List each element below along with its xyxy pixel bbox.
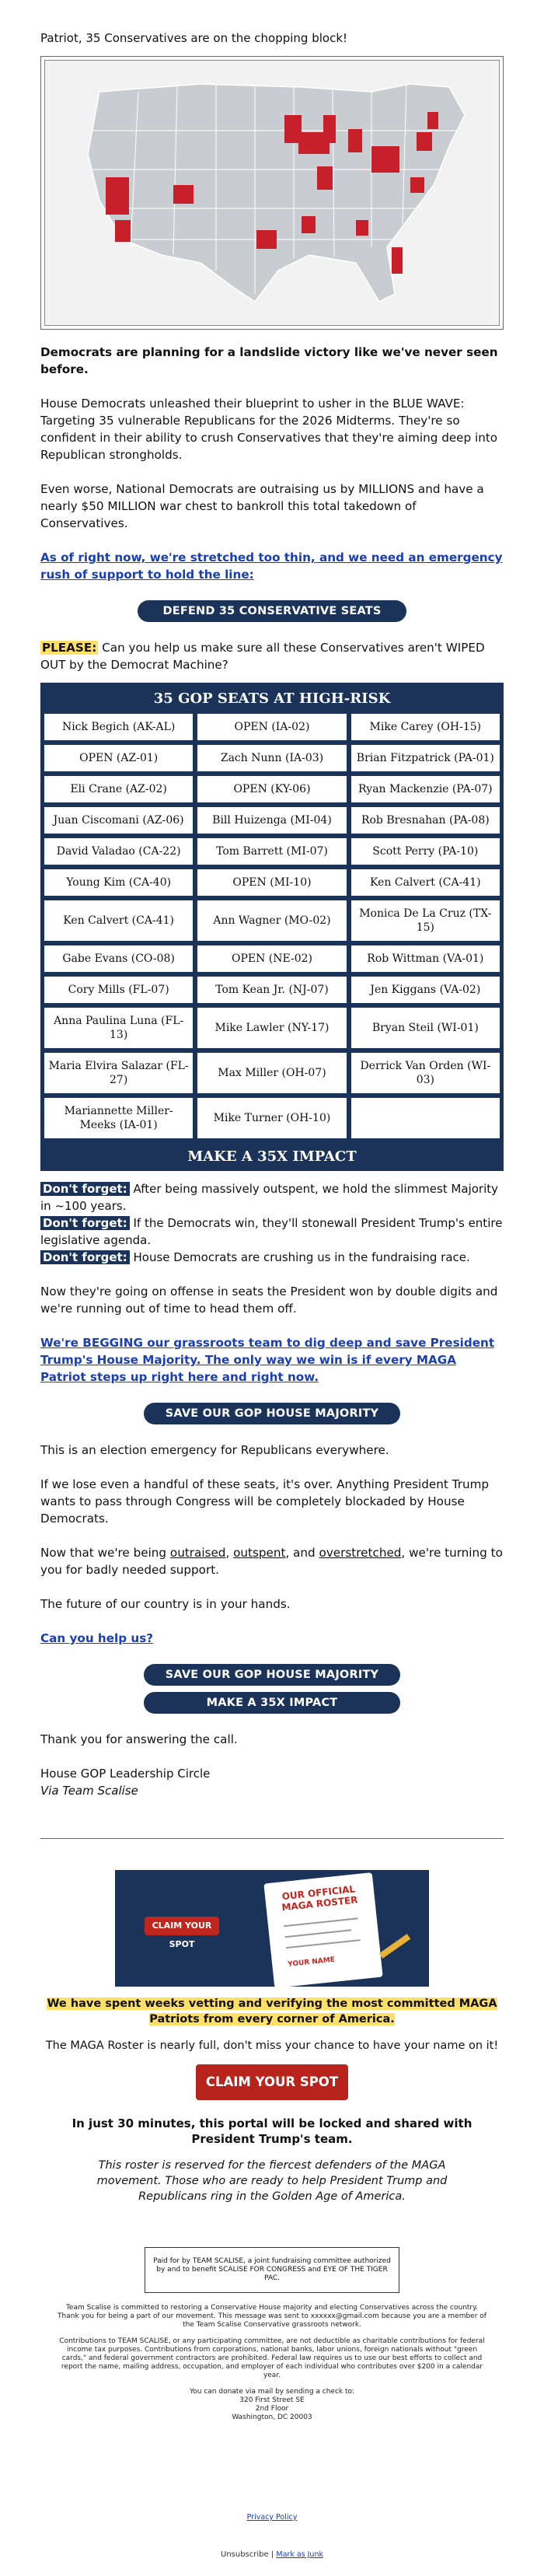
promo-reserved: This roster is reserved for the fiercest defenders of the MAGA movement. Those who are ready to help President Trump and Republicans ring in the Golden Age of America. <box>96 2159 448 2203</box>
seats-row <box>44 869 500 897</box>
forget-text-fundraising: House Democrats are crushing us in the fundraising race. <box>129 1250 470 1264</box>
seat-cell: Mike Carey (OH-15) <box>350 713 500 741</box>
seat-cell: Tom Barrett (MI-07) <box>197 837 347 865</box>
forget-item <box>40 1180 504 1215</box>
please-text: Can you help us make sure all these Conservatives aren't WIPED OUT by the Democrat Machine? <box>40 641 485 672</box>
begging-link[interactable]: We're BEGGING our grassroots team to dig deep and save President Trump's House Majority. The only way we win is if every MAGA Patriot steps up right here and right now. <box>40 1336 495 1384</box>
roster-line <box>286 1939 361 1949</box>
seat-cell: Max Miller (OH-07) <box>197 1052 347 1094</box>
signature-org: House GOP Leadership Circle <box>40 1767 211 1781</box>
seat-cell: Ann Wagner (MO-02) <box>197 900 347 942</box>
seat-cell: OPEN (NE-02) <box>197 945 347 973</box>
seats-row <box>44 775 500 803</box>
section-divider <box>40 1838 504 1839</box>
seats-row <box>44 744 500 772</box>
roster-card <box>263 1872 382 1987</box>
paragraph-future: The future of our country is in your hands. <box>40 1597 291 1611</box>
please-label: PLEASE: <box>42 641 97 655</box>
emergency-rush-link[interactable]: As of right now, we're stretched too thin, and we need an emergency rush of support to hold the line: <box>40 551 503 582</box>
word-outspent: outspent <box>233 1546 286 1560</box>
promo-vetting: We have spent weeks vetting and verifying the most committed MAGA Patriots from every corner of America. <box>47 1998 497 2025</box>
seat-cell: OPEN (MI-10) <box>197 869 347 897</box>
maga-roster-banner[interactable] <box>115 1870 429 1987</box>
pen-icon <box>371 1924 418 1971</box>
seat-cell: OPEN (KY-06) <box>197 775 347 803</box>
seat-cell: Zach Nunn (IA-03) <box>197 744 347 772</box>
seat-cell: OPEN (IA-02) <box>197 713 347 741</box>
forget-text-majority: After being massively outspent, we hold the slimmest Majority in ~100 years. <box>40 1182 499 1213</box>
save-majority-button[interactable]: SAVE OUR GOP HOUSE MAJORITY <box>144 1403 400 1424</box>
forget-label: Don't forget: <box>40 1182 130 1196</box>
unsubscribe-link[interactable]: Unsubscribe <box>221 2550 269 2559</box>
seats-row <box>44 1007 500 1049</box>
seat-cell: Bill Huizenga (MI-04) <box>197 806 347 834</box>
promo-section <box>40 1870 504 2559</box>
seat-cell: Tom Kean Jr. (NJ-07) <box>197 976 347 1004</box>
separator: | <box>268 2550 277 2559</box>
seat-cell: Ryan Mackenzie (PA-07) <box>350 775 500 803</box>
forget-item <box>40 1215 504 1249</box>
seats-row <box>44 900 500 942</box>
seat-cell: Jen Kiggans (VA-02) <box>350 976 500 1004</box>
banner-claim-button[interactable]: CLAIM YOUR SPOT <box>145 1917 219 1935</box>
claim-spot-button[interactable]: CLAIM YOUR SPOT <box>196 2064 348 2100</box>
save-majority-button-2[interactable]: SAVE OUR GOP HOUSE MAJORITY <box>144 1664 400 1686</box>
paragraph-lose-seats: If we lose even a handful of these seats, it's over. Anything President Trump wants to pass through Congress will be completely blockaded by House Democrats. <box>40 1477 490 1526</box>
mark-junk-link[interactable]: Mark as Junk <box>276 2550 323 2559</box>
promo-nearly-full: The MAGA Roster is nearly full, don't miss your chance to have your name on it! <box>45 2039 499 2052</box>
defend-seats-button[interactable]: DEFEND 35 CONSERVATIVE SEATS <box>138 600 406 622</box>
forget-label: Don't forget: <box>40 1216 130 1230</box>
outraised-suffix: , we're turning to you for badly needed support. <box>40 1546 503 1577</box>
word-outraised: outraised <box>169 1546 226 1560</box>
seats-table-title: 35 GOP SEATS AT HIGH-RISK <box>153 690 391 707</box>
us-map-image[interactable] <box>44 60 500 326</box>
make-impact-button[interactable]: MAKE A 35X IMPACT <box>144 1692 400 1714</box>
seat-cell: Derrick Van Orden (WI-03) <box>350 1052 500 1094</box>
fine-print-commitment: Team Scalise is committed to restoring a Conservative House majority and electing Conservatives across the country. Thank you for being a part of our movement. This message was sent to xxxxxx@gmail.com because you are a member of the Team Scalise Conservative grassroots network. <box>58 2304 486 2329</box>
forget-item <box>40 1249 504 1266</box>
seat-cell: Juan Ciscomani (AZ-06) <box>44 806 194 834</box>
word-overstretched: overstretched <box>319 1546 402 1560</box>
us-map-icon <box>45 61 494 323</box>
seat-cell: Scott Perry (PA-10) <box>350 837 500 865</box>
unsubscribe-row <box>40 2550 504 2559</box>
seat-cell: Ken Calvert (CA-41) <box>44 900 194 942</box>
outraised-prefix: Now that we're being <box>40 1546 170 1560</box>
paragraph-outraised <box>40 1544 504 1578</box>
seat-cell: Ken Calvert (CA-41) <box>350 869 500 897</box>
seat-cell: Rob Wittman (VA-01) <box>350 945 500 973</box>
roster-line <box>284 1917 358 1927</box>
mail-address-line: 320 First Street SE <box>239 2396 305 2404</box>
map-frame[interactable] <box>40 56 504 330</box>
mail-address-line: 2nd Floor <box>255 2405 289 2413</box>
comma-and: , and <box>285 1546 319 1560</box>
thank-you: Thank you for answering the call. <box>40 1732 238 1746</box>
seat-cell: Eli Crane (AZ-02) <box>44 775 194 803</box>
please-paragraph <box>40 639 504 673</box>
mail-address-line: Washington, DC 20003 <box>232 2413 312 2421</box>
comma-1: , <box>225 1546 234 1560</box>
seat-cell: Rob Bresnahan (PA-08) <box>350 806 500 834</box>
help-us-link[interactable]: Can you help us? <box>40 1631 154 1645</box>
seats-row <box>44 1052 500 1094</box>
seat-cell <box>350 1097 500 1139</box>
seat-cell: Monica De La Cruz (TX-15) <box>350 900 500 942</box>
roster-card-title: OUR OFFICIAL MAGA ROSTER <box>281 1883 358 1914</box>
seat-cell: Mike Turner (OH-10) <box>197 1097 347 1139</box>
seat-cell: Bryan Steil (WI-01) <box>350 1007 500 1049</box>
roster-line <box>285 1929 352 1938</box>
seat-cell: Young Kim (CA-40) <box>44 869 194 897</box>
impact-bar[interactable]: MAKE A 35X IMPACT <box>40 1142 504 1171</box>
roster-name-label: YOUR NAME <box>287 1956 336 1969</box>
seats-table <box>40 683 504 1142</box>
seat-cell: Maria Elvira Salazar (FL-27) <box>44 1052 194 1094</box>
paragraph-war-chest: Even worse, National Democrats are outraising us by MILLIONS and have a nearly $50 MILLION war chest to bankroll this total takedown of Conservatives. <box>40 482 484 530</box>
mail-intro: You can donate via mail by sending a check to: <box>189 2388 355 2396</box>
greeting: Patriot, 35 Conservatives are on the chopping block! <box>40 31 348 45</box>
forget-text-agenda: If the Democrats win, they'll stonewall President Trump's entire legislative agenda. <box>40 1216 503 1247</box>
signature-via: Via Team Scalise <box>40 1784 138 1798</box>
seat-cell: Gabe Evans (CO-08) <box>44 945 194 973</box>
seat-cell: Cory Mills (FL-07) <box>44 976 194 1004</box>
forget-label: Don't forget: <box>40 1250 130 1264</box>
seat-cell: Nick Begich (AK-AL) <box>44 713 194 741</box>
seat-cell: Mike Lawler (NY-17) <box>197 1007 347 1049</box>
seat-cell: Mariannette Miller-Meeks (IA-01) <box>44 1097 194 1139</box>
promo-30-minutes: In just 30 minutes, this portal will be locked and shared with President Trump's team. <box>71 2116 473 2146</box>
email-body <box>40 0 504 1839</box>
seats-row <box>44 713 500 741</box>
privacy-policy-link[interactable]: Privacy Policy <box>246 2513 298 2522</box>
headline: Democrats are planning for a landslide victory like we've never seen before. <box>40 345 498 376</box>
seat-cell: OPEN (AZ-01) <box>44 744 194 772</box>
seats-row <box>44 837 500 865</box>
fine-print-contributions: Contributions to TEAM SCALISE, or any participating committee, are not deductible as charitable contributions for federal income tax purposes. Contributions from corporations, national banks, labor unions, foreign nationals without "green cards," and federal government contractors are prohibited. Federal law requires us to use our best efforts to collect and report the name, mailing address, occupation, and employer of each individual who contributes over $200 in a calendar year. <box>59 2337 485 2379</box>
paragraph-emergency: This is an election emergency for Republicans everywhere. <box>40 1443 389 1457</box>
seats-table-body <box>44 713 500 1139</box>
seats-row <box>44 1097 500 1139</box>
paid-for-box: Paid for by TEAM SCALISE, a joint fundraising committee authorized by and to benefit SCALISE FOR CONGRESS and EYE OF THE TIGER PAC. <box>145 2247 399 2293</box>
seat-cell: Anna Paulina Luna (FL-13) <box>44 1007 194 1049</box>
seat-cell: David Valadao (CA-22) <box>44 837 194 865</box>
seats-row <box>44 945 500 973</box>
paragraph-offense: Now they're going on offense in seats the President won by double digits and we're running out of time to head them off. <box>40 1285 498 1316</box>
seats-row <box>44 976 500 1004</box>
seat-cell: Brian Fitzpatrick (PA-01) <box>350 744 500 772</box>
seats-row <box>44 806 500 834</box>
paragraph-blue-wave: House Democrats unleashed their blueprint to usher in the BLUE WAVE: Targeting 35 vulnerable Republicans for the 2026 Midterms. They're so confident in their ability to crush Conservatives that they're aiming deep into Republican strongholds. <box>40 397 498 462</box>
